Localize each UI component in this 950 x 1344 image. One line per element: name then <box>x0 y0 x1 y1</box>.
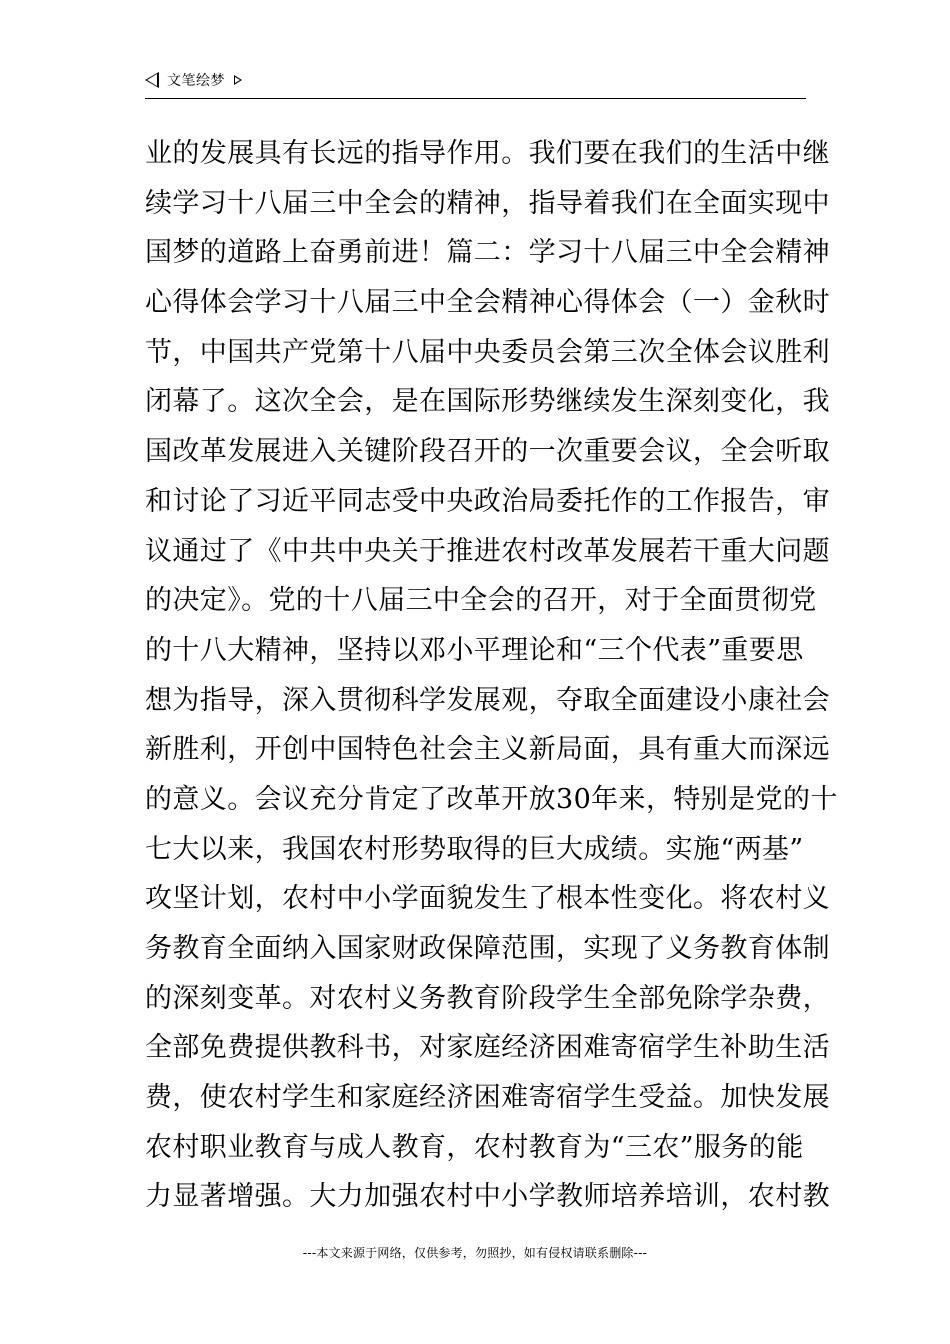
page-header <box>145 70 806 99</box>
body-line: 国梦的道路上奋勇前进！篇二：学习十八届三中全会精神 <box>145 237 830 269</box>
body-line: 议通过了《中共中央关于推进农村改革发展若干重大问题 <box>145 535 830 567</box>
body-line: 的十八大精神，坚持以邓小平理论和“三个代表”重要思 <box>145 634 804 666</box>
body-line: 想为指导，深入贯彻科学发展观，夺取全面建设小康社会 <box>145 684 830 716</box>
document-body <box>145 129 838 1222</box>
body-line: 务教育全面纳入国家财政保障范围，实现了义务教育体制 <box>145 933 830 964</box>
body-line: 续学习十八届三中全会的精神，指导着我们在全面实现中 <box>145 187 830 219</box>
body-line: 和讨论了习近平同志受中央政治局委托作的工作报告，审 <box>145 485 830 517</box>
body-line: 闭幕了。这次全会，是在国际形势继续发生深刻变化，我 <box>145 386 830 418</box>
body-line: 心得体会学习十八届三中全会精神心得体会（一）金秋时 <box>145 287 830 319</box>
body-line: 新胜利，开创中国特色社会主义新局面，具有重大而深远 <box>145 734 830 766</box>
body-line: 全部免费提供教科书，对家庭经济困难寄宿学生补助生活 <box>145 1032 830 1064</box>
body-line: 费，使农村学生和家庭经济困难寄宿学生受益。加快发展 <box>145 1082 830 1114</box>
body-line: 攻坚计划，农村中小学面貌发生了根本性变化。将农村义 <box>145 883 830 915</box>
header-title: 文笔绘梦 <box>167 73 225 89</box>
body-line: 的决定》。党的十八届三中全会的召开，对于全面贯彻党 <box>145 585 817 617</box>
body-line: 力显著增强。大力加强农村中小学教师培养培训，农村教 <box>145 1181 830 1213</box>
body-line: 节，中国共产党第十八届中央委员会第三次全体会议胜利 <box>145 336 830 368</box>
body-line: 的深刻变革。对农村义务教育阶段学生全部免除学杂费， <box>145 982 830 1014</box>
body-line: 的意义。会议充分肯定了改革开放30年来，特别是党的十 <box>145 783 838 815</box>
page-footer: ---本文来源于网络，仅供参考，勿照抄，如有侵权请联系删除--- <box>302 1246 648 1260</box>
body-line: 农村职业教育与成人教育，农村教育为“三农”服务的能 <box>145 1131 804 1163</box>
triangle-left-outline-icon <box>145 72 159 88</box>
body-line: 七大以来，我国农村形势取得的巨大成绩。实施“两基” <box>145 833 804 865</box>
body-line: 业的发展具有长远的指导作用。我们要在我们的生活中继 <box>145 138 830 169</box>
triangle-right-outline-icon <box>234 75 242 85</box>
body-line: 国改革发展进入关键阶段召开的一次重要会议，全会听取 <box>145 436 830 468</box>
